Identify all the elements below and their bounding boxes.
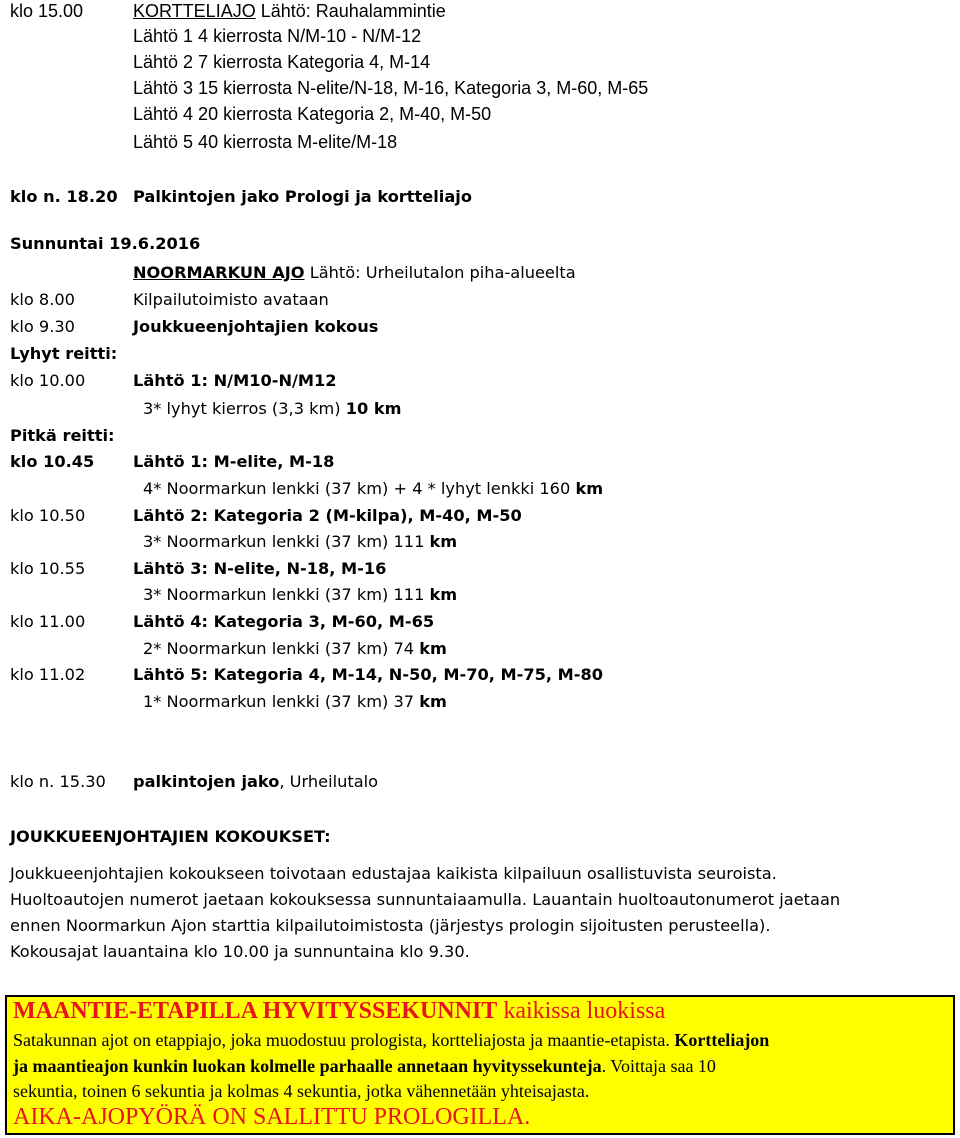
noormarkun-ajo-heading [133,261,576,285]
noormarkun-ajo-location: Lähtö: Urheilutalon piha-alueelta [304,263,576,282]
kortteliajo-start-3: Lähtö 3 15 kierrosta N-elite/N-18, M-16, Kategoria 3, M-60, M-65 [133,78,649,98]
bonus-seconds-notice [5,995,955,1135]
kortteliajo-start-1: Lähtö 1 4 kierrosta N/M-10 - N/M-12 [133,26,422,46]
race-start: Lähtö 5: Kategoria 4, M-14, N-50, M-70, M-75, M-80 [133,665,604,684]
meetings-line: Kokousajat lauantaina klo 10.00 ja sunnuntaina klo 9.30. [10,942,470,961]
prize1-time: klo n. 18.20 [10,187,118,206]
kortteliajo-time: klo 15.00 [10,1,84,21]
notice-line: Satakunnan ajot on etappiajo, joka muodostuu prologista, kortteliajosta ja maantie-etapista. Kortteliajon [13,1030,770,1050]
meeting-text: Joukkueenjohtajien kokous [133,317,379,336]
meeting-time: klo 9.30 [10,317,75,336]
race-time: klo 10.50 [10,506,86,525]
race-time: klo 10.00 [10,371,86,390]
meetings-heading: JOUKKUEENJOHTAJIEN KOKOUKSET: [10,827,331,846]
race-laps: 4* Noormarkun lenkki (37 km) + 4 * lyhyt lenkki 160 km [143,479,604,498]
prize2-text: palkintojen jako, Urheilutalo [133,772,379,791]
race-laps: 1* Noormarkun lenkki (37 km) 37 km [143,692,447,711]
race-laps: 3* lyhyt kierros (3,3 km) 10 km [143,399,402,418]
noormarkun-ajo-title: NOORMARKUN AJO [133,263,305,282]
meetings-line: Joukkueenjohtajien kokoukseen toivotaan edustajaa kaikista kilpailuun osallistuvista seuroista. [10,864,777,883]
race-laps: 2* Noormarkun lenkki (37 km) 74 km [143,639,447,658]
race-time: klo 11.00 [10,612,86,631]
race-distance: km [429,532,458,551]
race-laps: 3* Noormarkun lenkki (37 km) 111 km [143,585,458,604]
office-time: klo 8.00 [10,290,75,309]
prize1-text: Palkintojen jako Prologi ja kortteliajo [133,187,472,206]
long-route-label: Pitkä reitti: [10,426,115,445]
race-start: Lähtö 3: N-elite, N-18, M-16 [133,559,387,578]
kortteliajo-start-5: Lähtö 5 40 kierrosta M-elite/M-18 [133,132,398,152]
race-start: Lähtö 1: M-elite, M-18 [133,452,335,471]
race-start: Lähtö 1: N/M10-N/M12 [133,371,337,390]
race-distance: km [429,585,458,604]
kortteliajo-heading [133,0,446,23]
race-start: Lähtö 4: Kategoria 3, M-60, M-65 [133,612,435,631]
race-distance: km [419,692,447,711]
sunday-date: Sunnuntai 19.6.2016 [10,234,201,253]
short-route-label: Lyhyt reitti: [10,344,118,363]
race-distance: km [419,639,447,658]
notice-title: MAANTIE-ETAPILLA HYVITYSSEKUNNIT kaikissa luokissa [13,998,666,1024]
race-start: Lähtö 2: Kategoria 2 (M-kilpa), M-40, M-50 [133,506,522,525]
meetings-line: ennen Noormarkun Ajon starttia kilpailutoimistosta (järjestys prologin sijoitusten perusteella). [10,916,771,935]
notice-line: sekuntia, toinen 6 sekuntia ja kolmas 4 sekuntia, jotka vähennetään yhteisajasta. [13,1081,590,1101]
notice-footer: AIKA-AJOPYÖRÄ ON SALLITTU PROLOGILLA. [13,1104,531,1130]
race-time: klo 11.02 [10,665,86,684]
race-time: klo 10.55 [10,559,86,578]
race-distance: km [575,479,604,498]
kortteliajo-title: KORTTELIAJO [133,1,256,21]
notice-line: ja maantieajon kunkin luokan kolmelle parhaalle annetaan hyvityssekunteja. Voittaja saa 10 [13,1056,716,1076]
race-time: klo 10.45 [10,452,95,471]
meetings-line: Huoltoautojen numerot jaetaan kokouksessa sunnuntaiaamulla. Lauantain huoltoautonumerot jaetaan [10,890,841,909]
race-laps: 3* Noormarkun lenkki (37 km) 111 km [143,532,458,551]
kortteliajo-start-4: Lähtö 4 20 kierrosta Kategoria 2, M-40, M-50 [133,104,492,124]
prize2-time: klo n. 15.30 [10,772,106,791]
kortteliajo-location: Lähtö: Rauhalammintie [255,1,446,21]
office-text: Kilpailutoimisto avataan [133,290,329,309]
race-distance: 10 km [345,399,402,418]
kortteliajo-start-2: Lähtö 2 7 kierrosta Kategoria 4, M-14 [133,52,431,72]
